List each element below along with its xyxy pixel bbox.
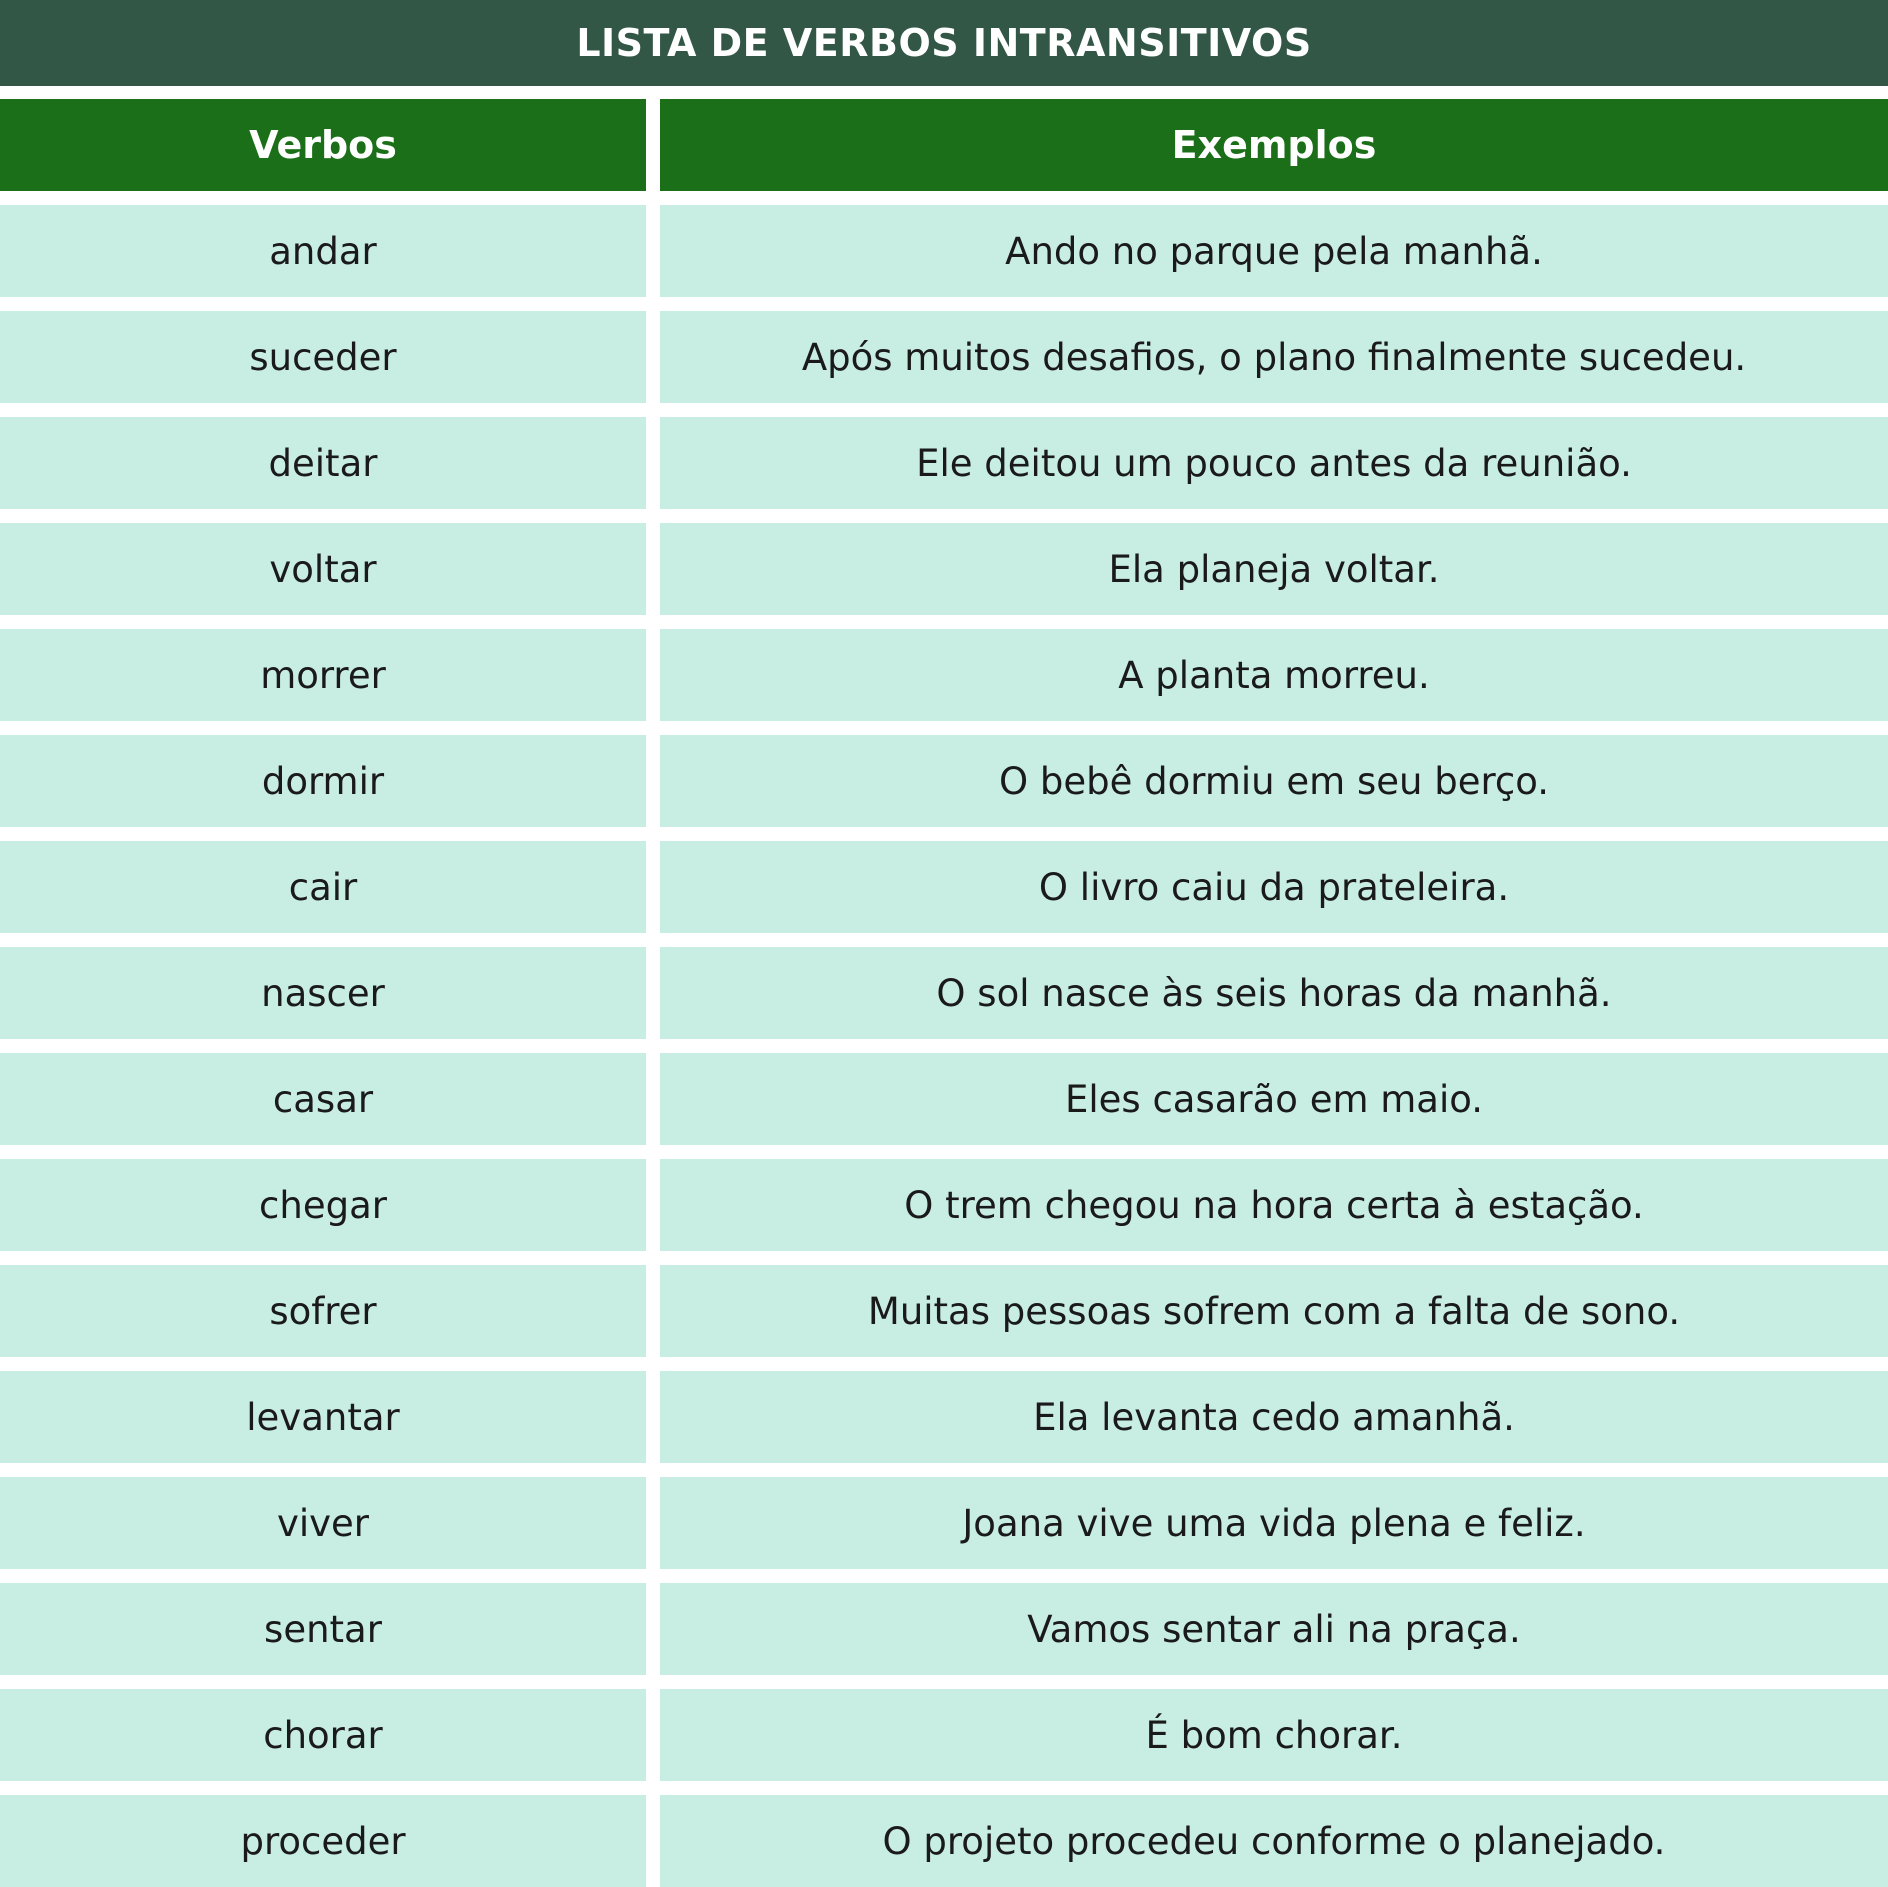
table-row <box>0 1053 1888 1145</box>
verb-cell: morrer <box>0 629 646 721</box>
table-header-row <box>0 99 1888 191</box>
table-row <box>0 1371 1888 1463</box>
verb-cell: viver <box>0 1477 646 1569</box>
table-row <box>0 841 1888 933</box>
table-row <box>0 311 1888 403</box>
example-cell: Eles casarão em maio. <box>660 1053 1888 1145</box>
example-cell: Ele deitou um pouco antes da reunião. <box>660 417 1888 509</box>
example-cell: Após muitos desafios, o plano finalmente sucedeu. <box>660 311 1888 403</box>
verb-cell: andar <box>0 205 646 297</box>
example-cell: O sol nasce às seis horas da manhã. <box>660 947 1888 1039</box>
table-title: LISTA DE VERBOS INTRANSITIVOS <box>0 0 1888 86</box>
verb-cell: deitar <box>0 417 646 509</box>
verb-cell: levantar <box>0 1371 646 1463</box>
example-cell: Ando no parque pela manhã. <box>660 205 1888 297</box>
verb-cell: cair <box>0 841 646 933</box>
example-cell: Vamos sentar ali na praça. <box>660 1583 1888 1675</box>
table-row <box>0 523 1888 615</box>
verb-cell: voltar <box>0 523 646 615</box>
verbs-table <box>0 99 1888 1887</box>
table-row <box>0 735 1888 827</box>
verb-cell: chorar <box>0 1689 646 1781</box>
example-cell: Ela planeja voltar. <box>660 523 1888 615</box>
table-row <box>0 1583 1888 1675</box>
example-cell: Muitas pessoas sofrem com a falta de sono. <box>660 1265 1888 1357</box>
example-cell: O bebê dormiu em seu berço. <box>660 735 1888 827</box>
column-header-examples: Exemplos <box>660 99 1888 191</box>
example-cell: O projeto procedeu conforme o planejado. <box>660 1795 1888 1887</box>
verb-cell: sentar <box>0 1583 646 1675</box>
example-cell: É bom chorar. <box>660 1689 1888 1781</box>
verb-cell: chegar <box>0 1159 646 1251</box>
verb-cell: proceder <box>0 1795 646 1887</box>
table-row <box>0 1689 1888 1781</box>
example-cell: O trem chegou na hora certa à estação. <box>660 1159 1888 1251</box>
table-row <box>0 947 1888 1039</box>
verb-cell: dormir <box>0 735 646 827</box>
verb-cell: casar <box>0 1053 646 1145</box>
table-row <box>0 1477 1888 1569</box>
table-row <box>0 1265 1888 1357</box>
table-row <box>0 629 1888 721</box>
example-cell: Joana vive uma vida plena e feliz. <box>660 1477 1888 1569</box>
table-row <box>0 417 1888 509</box>
example-cell: Ela levanta cedo amanhã. <box>660 1371 1888 1463</box>
example-cell: O livro caiu da prateleira. <box>660 841 1888 933</box>
verb-cell: suceder <box>0 311 646 403</box>
verb-cell: nascer <box>0 947 646 1039</box>
column-header-verbs: Verbos <box>0 99 646 191</box>
table-row <box>0 205 1888 297</box>
table-row <box>0 1159 1888 1251</box>
example-cell: A planta morreu. <box>660 629 1888 721</box>
table-row <box>0 1795 1888 1887</box>
verb-cell: sofrer <box>0 1265 646 1357</box>
